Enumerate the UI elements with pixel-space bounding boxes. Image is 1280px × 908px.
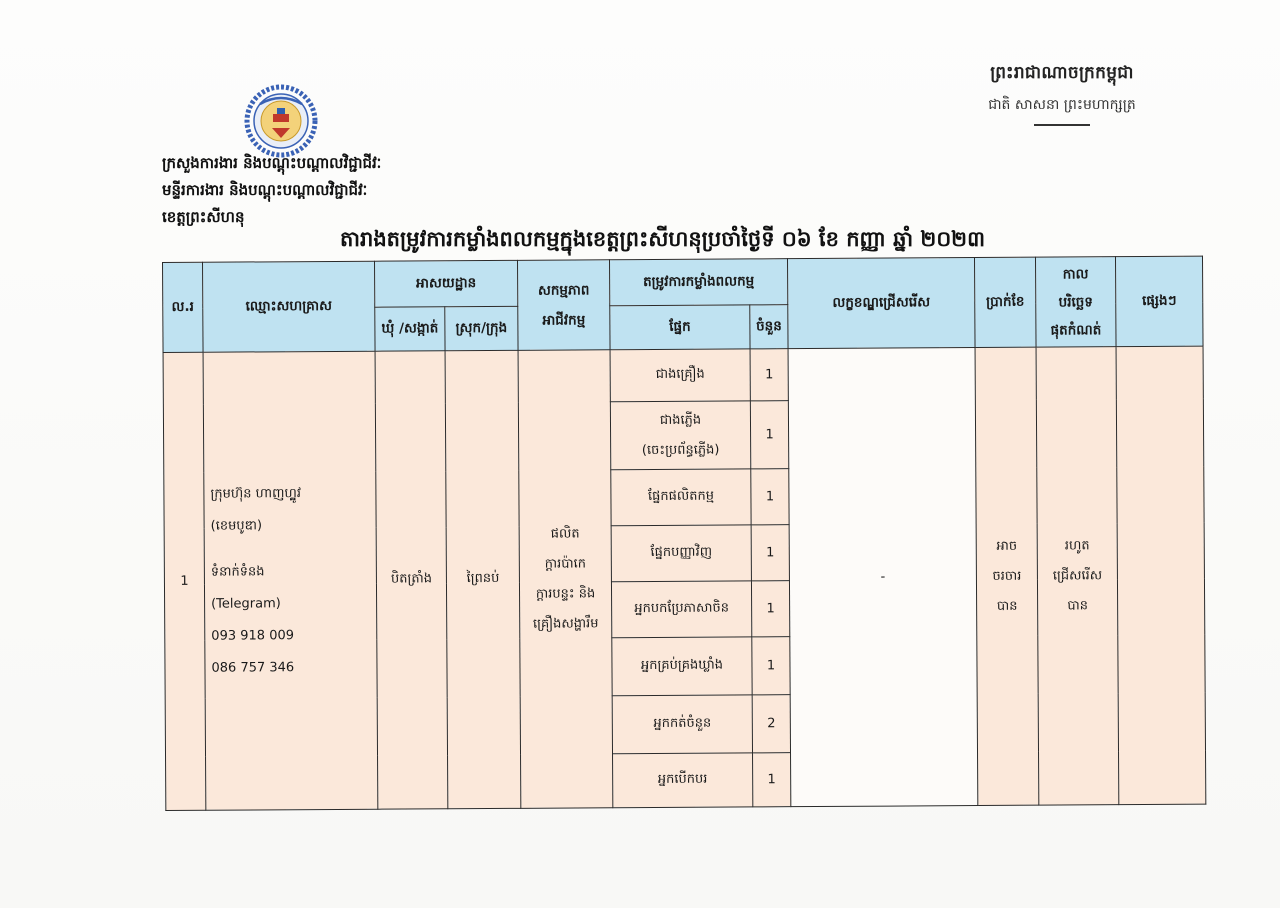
header-deadline-line: កាល bbox=[1062, 265, 1089, 282]
province-line: ខេត្តព្រះសីហនុ bbox=[162, 208, 245, 226]
kingdom-motto: ជាតិ សាសនា ព្រះមហាក្សត្រ bbox=[988, 97, 1136, 113]
salary-line: បាន bbox=[996, 598, 1018, 614]
contact-phone: 093 918 009 bbox=[211, 627, 295, 644]
header-deadline-line: ផុតកំណត់ bbox=[1050, 321, 1102, 339]
header-address: អាសយដ្ឋាន bbox=[374, 260, 517, 307]
document-title: តារាងតម្រូវការកម្លាំងពលកម្មក្នុងខេត្តព្រះសីហនុប្រចាំថ្ងៃទី ០៦ ខែ កញ្ញា ឆ្នាំ ២០២៣ bbox=[340, 227, 986, 251]
position-count: 1 bbox=[752, 637, 790, 695]
salary-cell bbox=[975, 347, 1039, 805]
commune-cell: បិតត្រាំង bbox=[375, 351, 448, 809]
salary-line: ចរចារ bbox=[992, 568, 1022, 584]
ministry-seal-icon bbox=[244, 84, 318, 158]
deadline-line: ជ្រើសរើស bbox=[1052, 567, 1103, 584]
kingdom-header bbox=[962, 62, 1162, 126]
deadline-cell bbox=[1036, 347, 1119, 805]
company-cell bbox=[203, 351, 378, 810]
labor-demand-table bbox=[162, 256, 1206, 811]
header-no: ល.រ bbox=[163, 262, 204, 352]
header-divider bbox=[1034, 124, 1090, 126]
table-row bbox=[163, 346, 1203, 404]
activity-line: ផលិត bbox=[550, 525, 580, 542]
position-name bbox=[610, 401, 750, 470]
position-name-line: (ចេះប្រព័ន្ធភ្លើង) bbox=[641, 442, 720, 458]
header-activity-line: អាជីវកម្ម bbox=[542, 311, 586, 329]
position-name: អ្នកគ្រប់គ្រងឃ្លាំង bbox=[612, 637, 752, 696]
position-count: 1 bbox=[751, 581, 789, 637]
header-salary: ប្រាក់ខែ bbox=[975, 257, 1037, 347]
qualification-cell: - bbox=[788, 348, 978, 807]
contact-phone: 086 757 346 bbox=[211, 659, 295, 676]
position-count: 1 bbox=[751, 469, 789, 525]
company-name: ក្រុមហ៊ុន ហាញហ្គ្លូវ bbox=[210, 485, 301, 502]
company-spacer bbox=[211, 541, 372, 556]
other-cell bbox=[1116, 346, 1206, 805]
position-count: 2 bbox=[752, 695, 790, 753]
position-name-line: ជាងភ្លើង bbox=[659, 412, 702, 428]
row-no: 1 bbox=[163, 352, 206, 810]
company-country: (ខេមបូឌា) bbox=[210, 517, 263, 534]
position-count: 1 bbox=[750, 349, 788, 401]
header-district: ស្រុក/ក្រុង bbox=[445, 306, 518, 350]
kingdom-title: ព្រះរាជាណាចក្រកម្ពុជា bbox=[990, 63, 1134, 83]
contact-channel: (Telegram) bbox=[211, 595, 281, 612]
position-count: 1 bbox=[751, 525, 789, 581]
deadline-line: រហូត bbox=[1064, 537, 1090, 553]
position-count: 1 bbox=[753, 753, 791, 807]
ministry-block bbox=[162, 150, 381, 231]
department-line: មន្ទីរការងារ និងបណ្តុះបណ្តាលវិជ្ជាជីវៈ bbox=[162, 181, 368, 199]
header-qualification: លក្ខខណ្ឌជ្រើសរើស bbox=[788, 258, 976, 349]
position-name: អ្នកបកប្រែភាសាចិន bbox=[611, 581, 751, 638]
activity-line: ក្ដារបន្ទះ និង bbox=[535, 585, 596, 602]
header-commune: ឃុំ /សង្កាត់ bbox=[375, 307, 445, 351]
position-name: ជាងគ្រឿង bbox=[610, 349, 750, 402]
activity-line: ក្ដារប៉ាកេ bbox=[544, 555, 587, 572]
activity-cell bbox=[518, 350, 613, 809]
position-name: អ្នកបើកបរ bbox=[613, 753, 753, 808]
district-cell: ព្រៃនប់ bbox=[445, 350, 521, 808]
deadline-line: បាន bbox=[1067, 597, 1088, 613]
header-activity bbox=[517, 260, 610, 351]
position-name: ផ្នែកផលិតកម្ម bbox=[611, 469, 751, 526]
header-deadline bbox=[1036, 257, 1117, 347]
ministry-line: ក្រសួងការងារ និងបណ្តុះបណ្តាលវិជ្ជាជីវៈ bbox=[162, 154, 382, 172]
salary-line: អាច bbox=[996, 538, 1018, 554]
header-department: ផ្នែក bbox=[610, 305, 750, 350]
header-activity-line: សកម្មភាព bbox=[537, 281, 590, 299]
header-other: ផ្សេងៗ bbox=[1116, 256, 1204, 347]
position-name: អ្នកកត់ចំនួន bbox=[612, 695, 752, 754]
header-demand: តម្រូវការកម្លាំងពលកម្ម bbox=[609, 259, 787, 306]
position-count: 1 bbox=[750, 401, 788, 469]
activity-line: គ្រឿងសង្ហារឹម bbox=[532, 615, 599, 632]
contact-label: ទំនាក់ទំនង bbox=[210, 563, 265, 580]
header-deadline-line: បរិច្ឆេទ bbox=[1058, 293, 1093, 311]
header-company: ឈ្មោះសហគ្រាស bbox=[203, 261, 376, 352]
header-count: ចំនួន bbox=[750, 305, 788, 349]
position-name: ផ្នែកបញ្ញាវិញ bbox=[611, 525, 751, 582]
